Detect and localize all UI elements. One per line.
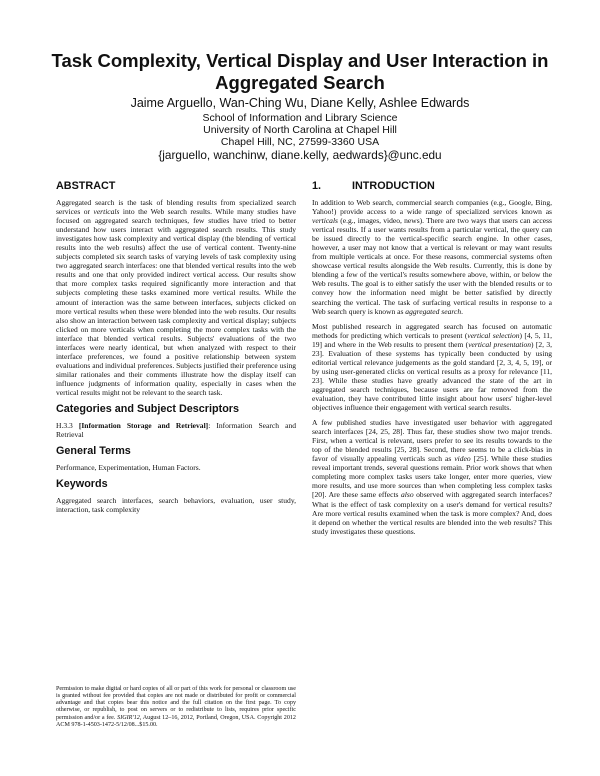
right-column xyxy=(312,180,552,542)
paper-title-line1: Task Complexity, Vertical Display and User Interaction in xyxy=(51,50,549,71)
categories-text: H.3.3 [Information Storage and Retrieval]: Information Search and Retrieval xyxy=(56,421,296,440)
permission-block xyxy=(56,686,296,729)
abstract-heading: ABSTRACT xyxy=(56,180,116,192)
section-number: 1. xyxy=(312,180,322,192)
affiliation-school: School of Information and Library Science xyxy=(202,112,398,124)
keywords-text: Aggregated search interfaces, search behaviors, evaluation, user study, interaction, task complexity xyxy=(56,496,296,515)
intro-paragraph-2: Most published research in aggregated search has focused on automatic methods for predicting which verticals to present (vertical selection) [4, 5, 11, 19] and where in the Web results to present them (vertical presentation) [2, 3, 23]. Evaluation of these systems has typically been conducted by using editorial vertical relevance judgements as the gold standard [2, 3, 4, 5, 19], or by using user-generated clicks on vertical results as a proxy for relevance [11, 23]. While these studies have greatly advanced the state of the art in aggregated search techniques, because users are far removed from the evaluation, they have contributed little insight about how users' higher-level objectives influence their engagement with vertical search results. xyxy=(312,321,553,413)
paper-title xyxy=(40,50,560,94)
categories-heading: Categories and Subject Descriptors xyxy=(56,403,239,416)
introduction-heading xyxy=(312,180,552,193)
section-title: INTRODUCTION xyxy=(352,180,435,192)
affiliation-university: University of North Carolina at Chapel Hill xyxy=(203,124,397,136)
keywords-heading: Keywords xyxy=(56,478,108,491)
left-column xyxy=(56,180,296,520)
abstract-text: Aggregated search is the task of blending results from specialized search services or verticals into the Web search results. While many studies have focused on aggregated search techniques, few studies have tried to better understand how users interact with aggregated search results. This study investigates how task complexity and vertical display (the blending of vertical results into the web results) affect the use of vertical content. Twenty-nine subjects completed six search tasks of varying levels of task complexity using two aggregated search interfaces: one that blended vertical results into the web results and one that only provided indirect vertical access. Our results show that more complex tasks required significantly more interaction and that subjects completing these tasks examined more vertical results. While the amount of interaction was the same between interfaces, subjects clicked on more vertical results when these were blended into the web results. Our results also show an interaction between task complexity and vertical display; subjects clicked on more verticals when completing the more complex tasks with the interface that blended vertical results. Subjects' evaluations of the two interfaces were nearly identical, but when analyzed with respect to their interface preferences, we found a positive relationship between system evaluations and individual preferences. Subjects justified their preference using similar rationales and their comments illustrate how the display itself can influence judgments of information quality, especially in cases when the vertical results might not be relevant to the search task. xyxy=(56,198,296,397)
permission-text: Permission to make digital or hard copies of all or part of this work for personal or classroom use is granted without fee provided that copies are not made or distributed for profit or commercial advantage and that copies bear this notice and the full citation on the first page. To copy otherwise, or republish, to post on servers or to redistribute to lists, requires prior specific permission and/or a fee. SIGIR'12, August 12–16, 2012, Portland, Oregon, USA. Copyright 2012 ACM 978-1-4503-1472-5/12/08...$15.00. xyxy=(56,686,296,728)
affiliation-address: Chapel Hill, NC, 27599-3360 USA xyxy=(220,136,380,148)
author-emails: {jarguello, wanchinw, diane.kelly, aedwards}@unc.edu xyxy=(158,148,442,162)
intro-paragraph-3: A few published studies have investigated user behavior with aggregated search interfaces [24, 25, 28]. Thus far, these studies show two major trends. First, when a vertical is relevant, users prefer to see its results towards to the top of the blended results [25, 28]. Second, there seems to be a click-bias in favor of visually appealing verticals such as video [25]. While these studies reveal important trends, several questions remain. Prior work shows that when completing more complex tasks users take longer, enter more queries, view more results, and use more sources than when completing less complex tasks [20]. Are these same effects also observed with aggregated search interfaces? What is the effect of task complexity on a user's demand for vertical results? Are more vertical results examined when the task is more complex? And, does it depend on whether the vertical results are blended into the web results? This study investigates these questions. xyxy=(312,418,552,536)
paper-title-line2: Aggregated Search xyxy=(215,72,385,93)
general-terms-text: Performance, Experimentation, Human Factors. xyxy=(56,463,201,473)
general-terms-heading: General Terms xyxy=(56,445,131,458)
intro-paragraph-1: In addition to Web search, commercial search companies (e.g., Google, Bing, Yahoo!) provide access to a wide range of specialized services known as verticals (e.g., images, video, news). There are two ways that users can access vertical results. If a user wants results from a particular vertical, the query can be issued directly to the vertical-specific search engine. In other cases, however, a user may not know that a vertical is relevant or may want results from multiple verticals at once. For these reasons, commercial systems often showcase vertical results alongside the Web results. Currently, this is done by blending a few of the vertical's results somewhere above, within, or below the Web results. The goal is to either satisfy the user with the blended results or to convey how the information need might be better satisfied by directly searching the vertical. The task of surfacing vertical results in response to a Web search query is known as aggregated search. xyxy=(312,198,552,316)
author-list: Jaime Arguello, Wan-Ching Wu, Diane Kelly, Ashlee Edwards xyxy=(130,96,470,110)
